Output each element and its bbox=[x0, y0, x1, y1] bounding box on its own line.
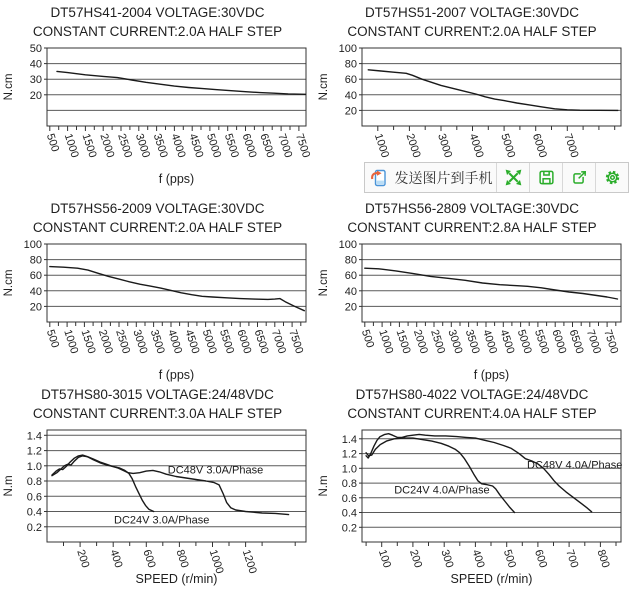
svg-text:DC24V 3.0A/Phase: DC24V 3.0A/Phase bbox=[114, 514, 210, 527]
svg-text:3000: 3000 bbox=[435, 132, 455, 160]
svg-text:0.4: 0.4 bbox=[341, 507, 357, 520]
svg-text:6000: 6000 bbox=[239, 132, 259, 160]
svg-text:3000: 3000 bbox=[445, 328, 465, 356]
chart-title bbox=[315, 196, 629, 238]
svg-text:2000: 2000 bbox=[97, 132, 117, 160]
chart-title-line1: DT57HS56-2809 VOLTAGE:30VDC bbox=[364, 201, 580, 216]
chart-title-line1: DT57HS80-3015 VOLTAGE:24/48VDC bbox=[41, 387, 274, 402]
svg-text:6500: 6500 bbox=[566, 328, 586, 356]
chart-panel-dt57hs41-2004 bbox=[0, 0, 315, 192]
svg-text:5000: 5000 bbox=[514, 328, 534, 356]
svg-text:1.0: 1.0 bbox=[341, 463, 357, 476]
svg-text:1.4: 1.4 bbox=[26, 430, 42, 443]
svg-text:7000: 7000 bbox=[583, 328, 603, 356]
svg-text:0.2: 0.2 bbox=[26, 521, 42, 534]
svg-text:6500: 6500 bbox=[257, 132, 277, 160]
svg-text:2500: 2500 bbox=[115, 132, 135, 160]
svg-text:40: 40 bbox=[29, 285, 42, 298]
chart-panel-dt57hs56-2009 bbox=[0, 196, 315, 388]
svg-text:5500: 5500 bbox=[217, 328, 237, 356]
svg-text:300: 300 bbox=[438, 548, 456, 570]
svg-text:5000: 5000 bbox=[498, 132, 518, 160]
svg-text:1.2: 1.2 bbox=[26, 445, 42, 458]
svg-text:3000: 3000 bbox=[130, 328, 150, 356]
svg-text:20: 20 bbox=[344, 105, 357, 118]
send-to-phone-label: 发送图片到手机 bbox=[394, 169, 493, 186]
svg-text:4000: 4000 bbox=[466, 132, 486, 160]
svg-text:SPEED (r/min): SPEED (r/min) bbox=[450, 572, 533, 586]
save-icon bbox=[538, 169, 555, 186]
svg-text:4500: 4500 bbox=[186, 132, 206, 160]
fullscreen-icon bbox=[505, 169, 522, 186]
svg-text:60: 60 bbox=[29, 270, 42, 283]
share-button[interactable] bbox=[562, 163, 595, 192]
svg-text:1.2: 1.2 bbox=[341, 448, 357, 461]
svg-text:6000: 6000 bbox=[549, 328, 569, 356]
chart-title-line1: DT57HS80-4022 VOLTAGE:24/48VDC bbox=[355, 387, 589, 402]
svg-text:N.m: N.m bbox=[3, 475, 15, 497]
svg-text:1000: 1000 bbox=[61, 132, 81, 160]
svg-text:100: 100 bbox=[375, 548, 393, 570]
svg-text:2000: 2000 bbox=[410, 328, 430, 356]
chart-title bbox=[0, 196, 315, 238]
svg-text:80: 80 bbox=[344, 254, 357, 267]
svg-text:40: 40 bbox=[29, 58, 42, 71]
chart-title-line2: CONSTANT CURRENT:2.0A HALF STEP bbox=[32, 220, 283, 235]
chart-title-line1: DT57HS41-2004 VOLTAGE:30VDC bbox=[50, 5, 265, 20]
chart-panel-dt57hs80-4022 bbox=[315, 382, 629, 592]
chart-canvas-dt57hs56-2009 bbox=[0, 238, 315, 388]
svg-text:5000: 5000 bbox=[199, 328, 219, 356]
svg-text:0.6: 0.6 bbox=[26, 491, 42, 504]
chart-panel-dt57hs56-2809 bbox=[315, 196, 629, 388]
svg-text:200: 200 bbox=[74, 548, 92, 570]
chart-title-line2: CONSTANT CURRENT:2.0A HALF STEP bbox=[32, 24, 283, 39]
svg-text:4500: 4500 bbox=[497, 328, 517, 356]
svg-text:2500: 2500 bbox=[428, 328, 448, 356]
share-icon bbox=[571, 169, 588, 186]
svg-text:DC24V 4.0A/Phase: DC24V 4.0A/Phase bbox=[394, 484, 490, 497]
svg-text:SPEED (r/min): SPEED (r/min) bbox=[135, 572, 218, 586]
chart-title bbox=[315, 382, 629, 424]
svg-text:f (pps): f (pps) bbox=[473, 368, 510, 382]
svg-text:3000: 3000 bbox=[132, 132, 152, 160]
svg-text:N.cm: N.cm bbox=[3, 269, 15, 297]
chart-title bbox=[0, 0, 315, 42]
svg-text:N.cm: N.cm bbox=[318, 73, 330, 101]
svg-text:200: 200 bbox=[407, 548, 425, 570]
svg-text:4000: 4000 bbox=[165, 328, 185, 356]
chart-title-line1: DT57HS51-2007 VOLTAGE:30VDC bbox=[364, 5, 580, 20]
svg-text:40: 40 bbox=[344, 89, 357, 102]
svg-text:30: 30 bbox=[29, 74, 42, 87]
svg-text:20: 20 bbox=[344, 301, 357, 314]
svg-text:400: 400 bbox=[469, 548, 487, 570]
svg-text:600: 600 bbox=[140, 548, 158, 570]
svg-text:7500: 7500 bbox=[293, 132, 313, 160]
svg-text:3500: 3500 bbox=[462, 328, 482, 356]
svg-text:100: 100 bbox=[338, 239, 357, 251]
svg-text:7000: 7000 bbox=[275, 132, 295, 160]
chart-title bbox=[0, 382, 315, 424]
svg-text:60: 60 bbox=[344, 270, 357, 283]
chart-panel-dt57hs80-3015 bbox=[0, 382, 315, 592]
svg-text:400: 400 bbox=[107, 548, 125, 570]
svg-text:6500: 6500 bbox=[251, 328, 271, 356]
svg-text:N.cm: N.cm bbox=[3, 73, 15, 101]
svg-text:f (pps): f (pps) bbox=[158, 172, 195, 186]
settings-button[interactable] bbox=[595, 163, 628, 192]
svg-text:7500: 7500 bbox=[601, 328, 621, 356]
svg-text:800: 800 bbox=[594, 548, 612, 570]
svg-text:3500: 3500 bbox=[147, 328, 167, 356]
svg-text:f (pps): f (pps) bbox=[158, 368, 195, 382]
svg-text:100: 100 bbox=[338, 43, 357, 55]
svg-text:80: 80 bbox=[29, 254, 42, 267]
svg-text:6000: 6000 bbox=[234, 328, 254, 356]
chart-title-line2: CONSTANT CURRENT:3.0A HALF STEP bbox=[32, 406, 283, 421]
fullscreen-button[interactable] bbox=[496, 163, 529, 192]
svg-text:60: 60 bbox=[344, 74, 357, 87]
svg-text:4000: 4000 bbox=[480, 328, 500, 356]
svg-text:40: 40 bbox=[344, 285, 357, 298]
svg-text:N.m: N.m bbox=[318, 475, 330, 497]
svg-text:6000: 6000 bbox=[529, 132, 549, 160]
chart-title-line1: DT57HS56-2009 VOLTAGE:30VDC bbox=[50, 201, 265, 216]
chart-title-line2: CONSTANT CURRENT:4.0A HALF STEP bbox=[347, 406, 597, 421]
chart-canvas-dt57hs56-2809 bbox=[315, 238, 629, 388]
svg-text:800: 800 bbox=[173, 548, 191, 570]
svg-text:20: 20 bbox=[29, 89, 42, 102]
svg-text:4500: 4500 bbox=[182, 328, 202, 356]
svg-text:7000: 7000 bbox=[268, 328, 288, 356]
svg-text:DC48V 3.0A/Phase: DC48V 3.0A/Phase bbox=[167, 464, 264, 477]
gear-icon bbox=[604, 169, 621, 186]
svg-text:700: 700 bbox=[563, 548, 581, 570]
svg-text:600: 600 bbox=[532, 548, 550, 570]
svg-text:20: 20 bbox=[29, 301, 42, 314]
svg-text:4000: 4000 bbox=[168, 132, 188, 160]
svg-text:1000: 1000 bbox=[376, 328, 396, 356]
svg-text:1000: 1000 bbox=[206, 548, 226, 576]
svg-text:500: 500 bbox=[500, 548, 518, 570]
svg-text:0.6: 0.6 bbox=[341, 492, 357, 505]
save-image-button[interactable] bbox=[529, 163, 562, 192]
chart-title-line2: CONSTANT CURRENT:2.8A HALF STEP bbox=[347, 220, 597, 235]
svg-text:1500: 1500 bbox=[78, 328, 98, 356]
svg-text:0.8: 0.8 bbox=[26, 476, 42, 488]
svg-text:1.0: 1.0 bbox=[26, 460, 42, 473]
svg-text:DC48V 4.0A/Phase: DC48V 4.0A/Phase bbox=[527, 459, 623, 472]
svg-text:1.4: 1.4 bbox=[341, 433, 357, 446]
image-toolbar bbox=[364, 162, 629, 193]
chart-title-line2: CONSTANT CURRENT:2.0A HALF STEP bbox=[347, 24, 597, 39]
svg-text:0.2: 0.2 bbox=[341, 522, 357, 535]
chart-title bbox=[315, 0, 629, 42]
svg-text:0.4: 0.4 bbox=[26, 506, 42, 519]
chart-canvas-dt57hs41-2004 bbox=[0, 42, 315, 192]
svg-text:N.cm: N.cm bbox=[318, 269, 330, 297]
svg-text:50: 50 bbox=[29, 43, 42, 55]
svg-text:500: 500 bbox=[358, 328, 377, 350]
svg-text:5500: 5500 bbox=[221, 132, 241, 160]
send-to-phone-button[interactable] bbox=[365, 163, 496, 192]
svg-text:100: 100 bbox=[23, 239, 42, 251]
svg-text:5000: 5000 bbox=[204, 132, 224, 160]
svg-text:2000: 2000 bbox=[403, 132, 423, 160]
svg-text:2000: 2000 bbox=[95, 328, 115, 356]
svg-text:1500: 1500 bbox=[393, 328, 413, 356]
svg-text:3500: 3500 bbox=[150, 132, 170, 160]
phone-send-icon bbox=[369, 168, 389, 188]
svg-text:1000: 1000 bbox=[61, 328, 81, 356]
svg-text:1000: 1000 bbox=[371, 132, 391, 160]
svg-text:80: 80 bbox=[344, 58, 357, 71]
svg-text:500: 500 bbox=[43, 328, 62, 350]
chart-canvas-dt57hs80-4022 bbox=[315, 424, 629, 592]
svg-text:2500: 2500 bbox=[113, 328, 133, 356]
svg-text:7000: 7000 bbox=[561, 132, 581, 160]
svg-text:1500: 1500 bbox=[79, 132, 99, 160]
svg-text:7500: 7500 bbox=[286, 328, 306, 356]
svg-text:500: 500 bbox=[43, 132, 62, 154]
chart-canvas-dt57hs80-3015 bbox=[0, 424, 315, 592]
svg-text:1200: 1200 bbox=[239, 548, 259, 576]
svg-text:5500: 5500 bbox=[532, 328, 552, 356]
svg-text:0.8: 0.8 bbox=[341, 478, 357, 491]
